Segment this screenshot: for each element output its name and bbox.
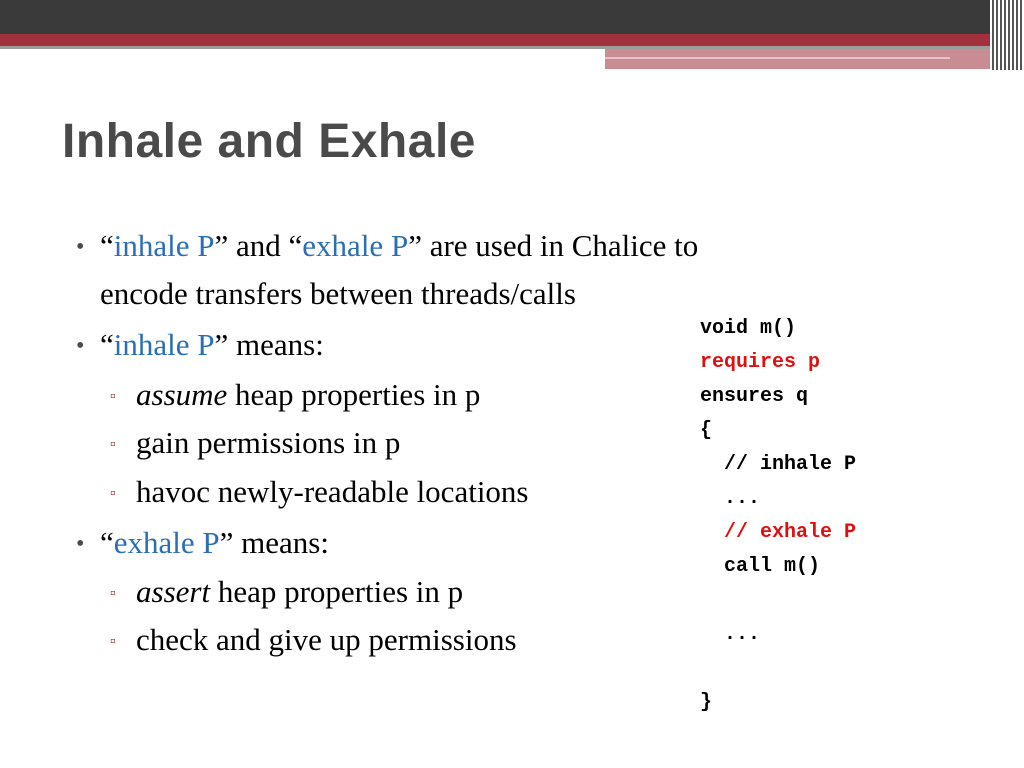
code-line-12: } (700, 691, 713, 714)
sub-bullet-check: check and give up permissions (136, 622, 517, 657)
bullet-marker: • (76, 333, 85, 359)
code-line-5: // inhale P (700, 453, 857, 476)
quote-open: “ (100, 228, 114, 263)
code-line-10: ... (700, 623, 761, 646)
emphasis-assert: assert (136, 574, 211, 609)
bullet-1-line-2: encode transfers between threads/calls (100, 276, 576, 311)
quote-open: “ (100, 525, 114, 560)
sub-bullet-text: heap properties in p (210, 574, 464, 609)
bullet-3-rest: ” means: (219, 525, 329, 560)
sub-bullet-assert (136, 574, 463, 610)
quote-open: “ (100, 327, 114, 362)
bullet-1-rest: ” are used in Chalice to (408, 228, 699, 263)
bullet-3 (100, 525, 329, 561)
code-line-8: call m() (700, 555, 821, 578)
sub-bullet-havoc: havoc newly-readable locations (136, 474, 529, 509)
code-line-4: { (700, 419, 713, 442)
code-line-7: // exhale P (700, 521, 857, 544)
bullet-1-mid: ” and “ (214, 228, 303, 263)
term-exhale: exhale P (113, 525, 220, 560)
code-line-2: requires p (700, 351, 821, 374)
bullet-2-rest: ” means: (214, 327, 324, 362)
bullet-1-line-1 (100, 228, 698, 264)
sub-bullet-gain: gain permissions in p (136, 425, 401, 460)
term-inhale: inhale P (113, 228, 215, 263)
header-stripes (990, 0, 1024, 70)
code-line-3: ensures q (700, 385, 809, 408)
bullet-marker: • (76, 531, 85, 557)
code-line-6: ... (700, 487, 761, 510)
bullet-marker: • (76, 234, 85, 260)
sub-bullet-marker: ▫ (110, 633, 116, 650)
header-accent-line (605, 57, 950, 59)
term-inhale: inhale P (113, 327, 215, 362)
header-accent-pink (605, 49, 995, 69)
bullet-2 (100, 327, 324, 363)
sub-bullet-marker: ▫ (110, 585, 116, 602)
sub-bullet-marker: ▫ (110, 485, 116, 502)
emphasis-assume: assume (136, 377, 228, 412)
sub-bullet-marker: ▫ (110, 436, 116, 453)
sub-bullet-text: heap properties in p (227, 377, 481, 412)
sub-bullet-assume (136, 377, 480, 413)
sub-bullet-marker: ▫ (110, 388, 116, 405)
code-line-1: void m() (700, 317, 797, 340)
slide-title: Inhale and Exhale (62, 115, 476, 168)
header-bar-dark (0, 0, 1024, 34)
header-bar-red (0, 34, 1024, 46)
term-exhale: exhale P (302, 228, 409, 263)
